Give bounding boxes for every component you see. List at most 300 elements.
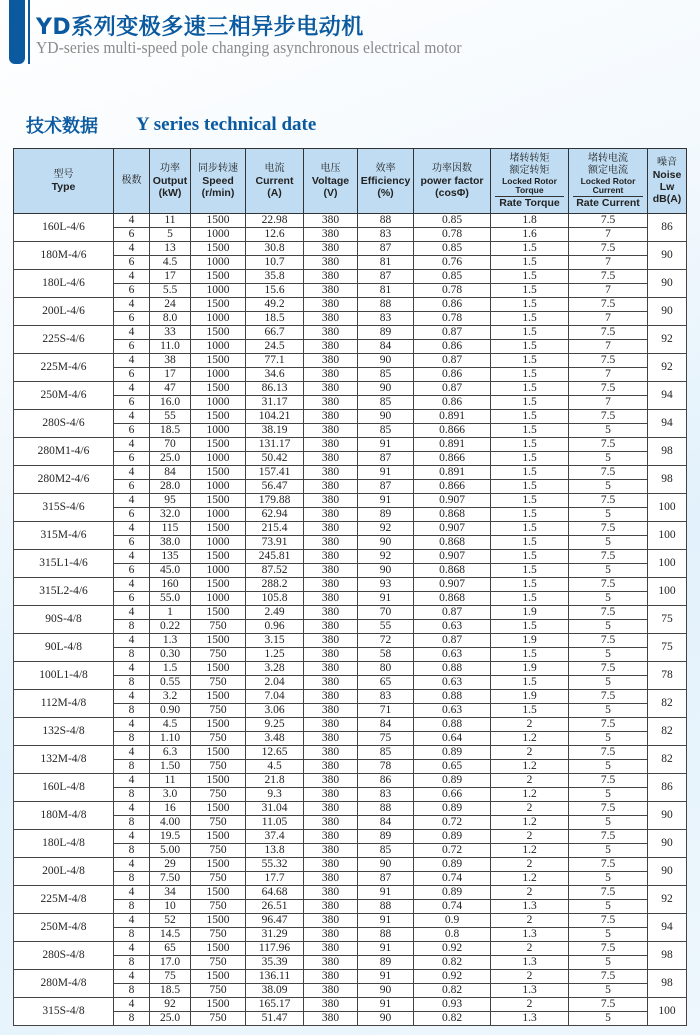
cell-current: 17.7 [246, 872, 304, 886]
cell-noise: 94 [648, 382, 687, 410]
cell-speed: 750 [191, 648, 246, 662]
cell-locked-current-ratio: 7 [569, 368, 648, 382]
cell-current: 9.25 [246, 718, 304, 732]
cell-output: 70 [150, 438, 191, 452]
cell-output: 1.5 [150, 662, 191, 676]
cell-output: 17 [150, 270, 191, 284]
cell-noise: 94 [648, 914, 687, 942]
cell-locked-current-ratio: 7.5 [569, 466, 648, 480]
cell-poles: 8 [114, 760, 150, 774]
cell-locked-torque-ratio: 1.5 [491, 494, 569, 508]
cell-voltage: 380 [304, 424, 358, 438]
col-header-type: 型号 Type [14, 149, 114, 214]
cell-locked-torque-ratio: 1.3 [491, 928, 569, 942]
cell-locked-torque-ratio: 1.3 [491, 956, 569, 970]
table-row [14, 410, 687, 424]
cell-voltage: 380 [304, 578, 358, 592]
cell-current: 24.5 [246, 340, 304, 354]
cell-locked-torque-ratio: 1.5 [491, 592, 569, 606]
cell-output: 7.50 [150, 872, 191, 886]
cell-efficiency: 90 [358, 536, 414, 550]
cell-type: 250M-4/8 [14, 914, 114, 942]
cell-poles: 6 [114, 284, 150, 298]
cell-voltage: 380 [304, 592, 358, 606]
technical-data-table [13, 148, 687, 1026]
cell-speed: 1500 [191, 690, 246, 704]
cell-current: 179.88 [246, 494, 304, 508]
cell-voltage: 380 [304, 830, 358, 844]
cell-locked-current-ratio: 7.5 [569, 774, 648, 788]
table-header-row [14, 149, 687, 214]
cell-output: 55 [150, 410, 191, 424]
cell-speed: 1000 [191, 508, 246, 522]
cell-current: 38.19 [246, 424, 304, 438]
cell-voltage: 380 [304, 760, 358, 774]
cell-poles: 8 [114, 844, 150, 858]
cell-current: 96.47 [246, 914, 304, 928]
cell-noise: 82 [648, 718, 687, 746]
cell-output: 5.5 [150, 284, 191, 298]
cell-locked-torque-ratio: 1.2 [491, 872, 569, 886]
cell-efficiency: 85 [358, 844, 414, 858]
cell-locked-current-ratio: 5 [569, 844, 648, 858]
cell-voltage: 380 [304, 788, 358, 802]
cell-current: 165.17 [246, 998, 304, 1012]
cell-power-factor: 0.9 [414, 914, 491, 928]
cell-output: 28.0 [150, 480, 191, 494]
table-row [14, 522, 687, 536]
cell-current: 104.21 [246, 410, 304, 424]
cell-type: 280M1-4/6 [14, 438, 114, 466]
cell-efficiency: 83 [358, 690, 414, 704]
cell-locked-current-ratio: 5 [569, 564, 648, 578]
cell-voltage: 380 [304, 270, 358, 284]
col-header-poles: 极数 [114, 149, 150, 214]
cell-efficiency: 91 [358, 970, 414, 984]
cell-power-factor: 0.82 [414, 1012, 491, 1026]
cell-poles: 4 [114, 970, 150, 984]
cell-efficiency: 58 [358, 648, 414, 662]
cell-efficiency: 87 [358, 480, 414, 494]
cell-locked-torque-ratio: 1.3 [491, 900, 569, 914]
cell-output: 52 [150, 914, 191, 928]
cell-locked-current-ratio: 5 [569, 760, 648, 774]
cell-power-factor: 0.93 [414, 998, 491, 1012]
cell-efficiency: 91 [358, 914, 414, 928]
cell-efficiency: 84 [358, 340, 414, 354]
cell-current: 31.29 [246, 928, 304, 942]
cell-speed: 1500 [191, 774, 246, 788]
col-header-power-factor: 功率因数 power factor (cosΦ) [414, 149, 491, 214]
cell-type: 132S-4/8 [14, 718, 114, 746]
cell-locked-torque-ratio: 1.5 [491, 620, 569, 634]
cell-locked-torque-ratio: 2 [491, 970, 569, 984]
cell-current: 136.11 [246, 970, 304, 984]
cell-locked-current-ratio: 7.5 [569, 270, 648, 284]
cell-voltage: 380 [304, 704, 358, 718]
cell-output: 1.50 [150, 760, 191, 774]
cell-noise: 90 [648, 802, 687, 830]
cell-current: 86.13 [246, 382, 304, 396]
cell-locked-torque-ratio: 2 [491, 802, 569, 816]
cell-output: 17.0 [150, 956, 191, 970]
cell-voltage: 380 [304, 620, 358, 634]
cell-speed: 750 [191, 928, 246, 942]
cell-current: 26.51 [246, 900, 304, 914]
cell-efficiency: 88 [358, 802, 414, 816]
cell-efficiency: 91 [358, 998, 414, 1012]
cell-speed: 750 [191, 984, 246, 998]
cell-poles: 6 [114, 536, 150, 550]
cell-current: 0.96 [246, 620, 304, 634]
cell-efficiency: 87 [358, 452, 414, 466]
cell-voltage: 380 [304, 718, 358, 732]
cell-poles: 4 [114, 914, 150, 928]
cell-poles: 8 [114, 900, 150, 914]
cell-locked-current-ratio: 7.5 [569, 998, 648, 1012]
cell-voltage: 380 [304, 410, 358, 424]
cell-noise: 90 [648, 298, 687, 326]
cell-current: 21.8 [246, 774, 304, 788]
table-row [14, 326, 687, 340]
cell-type: 315M-4/6 [14, 522, 114, 550]
table-row [14, 634, 687, 648]
cell-current: 38.09 [246, 984, 304, 998]
cell-efficiency: 88 [358, 928, 414, 942]
cell-speed: 1500 [191, 522, 246, 536]
cell-power-factor: 0.82 [414, 984, 491, 998]
cell-speed: 1500 [191, 578, 246, 592]
cell-locked-torque-ratio: 1.5 [491, 368, 569, 382]
cell-type: 180M-4/8 [14, 802, 114, 830]
cell-voltage: 380 [304, 354, 358, 368]
cell-current: 131.17 [246, 438, 304, 452]
cell-noise: 92 [648, 326, 687, 354]
cell-efficiency: 88 [358, 214, 414, 228]
cell-power-factor: 0.63 [414, 620, 491, 634]
cell-output: 1.3 [150, 634, 191, 648]
cell-speed: 750 [191, 620, 246, 634]
cell-power-factor: 0.88 [414, 690, 491, 704]
cell-speed: 1500 [191, 746, 246, 760]
cell-locked-current-ratio: 5 [569, 816, 648, 830]
cell-voltage: 380 [304, 872, 358, 886]
cell-poles: 6 [114, 340, 150, 354]
cell-power-factor: 0.868 [414, 564, 491, 578]
cell-output: 16.0 [150, 396, 191, 410]
cell-power-factor: 0.89 [414, 886, 491, 900]
cell-speed: 1000 [191, 256, 246, 270]
cell-poles: 4 [114, 214, 150, 228]
cell-efficiency: 91 [358, 942, 414, 956]
cell-type: 225M-4/8 [14, 886, 114, 914]
cell-poles: 6 [114, 452, 150, 466]
cell-locked-current-ratio: 7 [569, 312, 648, 326]
cell-type: 280S-4/6 [14, 410, 114, 438]
table-row [14, 676, 687, 690]
cell-power-factor: 0.87 [414, 326, 491, 340]
cell-current: 4.5 [246, 760, 304, 774]
cell-locked-torque-ratio: 1.6 [491, 228, 569, 242]
cell-speed: 1500 [191, 550, 246, 564]
cell-power-factor: 0.86 [414, 340, 491, 354]
cell-voltage: 380 [304, 886, 358, 900]
cell-locked-torque-ratio: 1.5 [491, 508, 569, 522]
cell-locked-current-ratio: 5 [569, 984, 648, 998]
cell-efficiency: 90 [358, 1012, 414, 1026]
cell-speed: 1500 [191, 466, 246, 480]
cell-efficiency: 70 [358, 606, 414, 620]
cell-type: 280S-4/8 [14, 942, 114, 970]
cell-type: 315L2-4/6 [14, 578, 114, 606]
cell-locked-current-ratio: 5 [569, 872, 648, 886]
cell-efficiency: 90 [358, 564, 414, 578]
cell-type: 112M-4/8 [14, 690, 114, 718]
table-row [14, 928, 687, 942]
cell-current: 13.8 [246, 844, 304, 858]
cell-locked-torque-ratio: 1.2 [491, 816, 569, 830]
page-title-cn: YD系列变极多速三相异步电动机 [36, 15, 364, 40]
cell-voltage: 380 [304, 956, 358, 970]
cell-locked-current-ratio: 7.5 [569, 298, 648, 312]
cell-power-factor: 0.907 [414, 550, 491, 564]
cell-type: 200L-4/8 [14, 858, 114, 886]
cell-noise: 90 [648, 242, 687, 270]
cell-output: 92 [150, 998, 191, 1012]
cell-noise: 90 [648, 270, 687, 298]
cell-voltage: 380 [304, 438, 358, 452]
cell-noise: 90 [648, 858, 687, 886]
table-row [14, 424, 687, 438]
cell-current: 30.8 [246, 242, 304, 256]
cell-locked-torque-ratio: 1.5 [491, 340, 569, 354]
cell-locked-torque-ratio: 1.5 [491, 298, 569, 312]
cell-locked-torque-ratio: 2 [491, 998, 569, 1012]
cell-voltage: 380 [304, 228, 358, 242]
cell-speed: 1500 [191, 914, 246, 928]
cell-locked-torque-ratio: 1.2 [491, 760, 569, 774]
cell-speed: 750 [191, 1012, 246, 1026]
cell-power-factor: 0.866 [414, 480, 491, 494]
cell-locked-torque-ratio: 2 [491, 746, 569, 760]
cell-poles: 8 [114, 732, 150, 746]
cell-voltage: 380 [304, 452, 358, 466]
cell-locked-torque-ratio: 2 [491, 914, 569, 928]
cell-current: 62.94 [246, 508, 304, 522]
cell-voltage: 380 [304, 214, 358, 228]
cell-poles: 8 [114, 984, 150, 998]
cell-speed: 1500 [191, 438, 246, 452]
cell-locked-current-ratio: 7.5 [569, 382, 648, 396]
cell-speed: 750 [191, 844, 246, 858]
cell-power-factor: 0.74 [414, 900, 491, 914]
cell-locked-torque-ratio: 1.3 [491, 984, 569, 998]
cell-efficiency: 81 [358, 256, 414, 270]
table-row [14, 774, 687, 788]
cell-locked-current-ratio: 5 [569, 452, 648, 466]
cell-poles: 4 [114, 242, 150, 256]
cell-current: 31.04 [246, 802, 304, 816]
cell-voltage: 380 [304, 914, 358, 928]
cell-poles: 6 [114, 368, 150, 382]
cell-locked-current-ratio: 5 [569, 1012, 648, 1026]
cell-locked-current-ratio: 5 [569, 900, 648, 914]
cell-voltage: 380 [304, 368, 358, 382]
table-row [14, 942, 687, 956]
cell-voltage: 380 [304, 564, 358, 578]
cell-noise: 98 [648, 438, 687, 466]
cell-locked-current-ratio: 7.5 [569, 242, 648, 256]
cell-current: 3.28 [246, 662, 304, 676]
cell-locked-torque-ratio: 1.5 [491, 676, 569, 690]
cell-speed: 1000 [191, 536, 246, 550]
cell-current: 12.6 [246, 228, 304, 242]
cell-locked-torque-ratio: 1.2 [491, 788, 569, 802]
cell-power-factor: 0.891 [414, 410, 491, 424]
cell-output: 0.55 [150, 676, 191, 690]
cell-poles: 8 [114, 928, 150, 942]
cell-current: 11.05 [246, 816, 304, 830]
cell-locked-current-ratio: 5 [569, 536, 648, 550]
cell-locked-torque-ratio: 1.5 [491, 466, 569, 480]
cell-locked-torque-ratio: 1.8 [491, 214, 569, 228]
cell-current: 9.3 [246, 788, 304, 802]
cell-output: 1.10 [150, 732, 191, 746]
cell-voltage: 380 [304, 466, 358, 480]
cell-locked-current-ratio: 5 [569, 788, 648, 802]
cell-power-factor: 0.89 [414, 858, 491, 872]
cell-power-factor: 0.85 [414, 270, 491, 284]
cell-locked-torque-ratio: 1.5 [491, 312, 569, 326]
cell-poles: 4 [114, 662, 150, 676]
cell-power-factor: 0.72 [414, 844, 491, 858]
cell-power-factor: 0.76 [414, 256, 491, 270]
cell-speed: 750 [191, 816, 246, 830]
col-header-voltage: 电压 Voltage (V) [304, 149, 358, 214]
cell-speed: 750 [191, 676, 246, 690]
cell-current: 50.42 [246, 452, 304, 466]
cell-current: 157.41 [246, 466, 304, 480]
cell-poles: 6 [114, 564, 150, 578]
cell-efficiency: 86 [358, 774, 414, 788]
cell-output: 45.0 [150, 564, 191, 578]
cell-current: 77.1 [246, 354, 304, 368]
cell-speed: 1000 [191, 228, 246, 242]
cell-output: 55.0 [150, 592, 191, 606]
col-header-speed: 同步转速 Speed (r/min) [191, 149, 246, 214]
table-row [14, 788, 687, 802]
cell-locked-current-ratio: 5 [569, 704, 648, 718]
cell-output: 160 [150, 578, 191, 592]
cell-poles: 4 [114, 998, 150, 1012]
cell-type: 280M-4/8 [14, 970, 114, 998]
cell-efficiency: 88 [358, 900, 414, 914]
cell-noise: 100 [648, 494, 687, 522]
cell-current: 3.06 [246, 704, 304, 718]
cell-current: 15.6 [246, 284, 304, 298]
cell-locked-torque-ratio: 1.5 [491, 382, 569, 396]
cell-power-factor: 0.88 [414, 718, 491, 732]
cell-poles: 4 [114, 606, 150, 620]
cell-power-factor: 0.866 [414, 452, 491, 466]
cell-voltage: 380 [304, 1012, 358, 1026]
table-row [14, 802, 687, 816]
cell-noise: 100 [648, 578, 687, 606]
cell-voltage: 380 [304, 676, 358, 690]
table-row [14, 648, 687, 662]
cell-locked-current-ratio: 7.5 [569, 550, 648, 564]
cell-efficiency: 87 [358, 242, 414, 256]
cell-speed: 1500 [191, 242, 246, 256]
cell-speed: 1500 [191, 606, 246, 620]
cell-poles: 4 [114, 774, 150, 788]
cell-locked-current-ratio: 7.5 [569, 662, 648, 676]
cell-power-factor: 0.66 [414, 788, 491, 802]
table-row [14, 564, 687, 578]
cell-output: 3.0 [150, 788, 191, 802]
cell-current: 3.48 [246, 732, 304, 746]
cell-efficiency: 90 [358, 354, 414, 368]
cell-speed: 1500 [191, 494, 246, 508]
cell-output: 32.0 [150, 508, 191, 522]
cell-power-factor: 0.907 [414, 522, 491, 536]
cell-efficiency: 83 [358, 228, 414, 242]
cell-efficiency: 81 [358, 284, 414, 298]
cell-locked-torque-ratio: 1.5 [491, 578, 569, 592]
cell-type: 132M-4/8 [14, 746, 114, 774]
cell-poles: 4 [114, 438, 150, 452]
cell-locked-current-ratio: 7 [569, 340, 648, 354]
cell-type: 280M2-4/6 [14, 466, 114, 494]
cell-current: 245.81 [246, 550, 304, 564]
table-row [14, 830, 687, 844]
cell-locked-torque-ratio: 2 [491, 830, 569, 844]
table-row [14, 858, 687, 872]
cell-locked-current-ratio: 7.5 [569, 606, 648, 620]
cell-speed: 1000 [191, 340, 246, 354]
cell-output: 34 [150, 886, 191, 900]
cell-output: 18.5 [150, 424, 191, 438]
cell-power-factor: 0.78 [414, 312, 491, 326]
cell-output: 5.00 [150, 844, 191, 858]
cell-poles: 4 [114, 942, 150, 956]
cell-voltage: 380 [304, 508, 358, 522]
cell-current: 215.4 [246, 522, 304, 536]
table-row [14, 718, 687, 732]
table-row [14, 970, 687, 984]
cell-power-factor: 0.63 [414, 648, 491, 662]
cell-locked-current-ratio: 7.5 [569, 494, 648, 508]
cell-type: 315S-4/6 [14, 494, 114, 522]
cell-locked-torque-ratio: 1.5 [491, 452, 569, 466]
cell-locked-current-ratio: 7.5 [569, 410, 648, 424]
table-row [14, 578, 687, 592]
cell-speed: 1000 [191, 564, 246, 578]
cell-locked-torque-ratio: 1.5 [491, 648, 569, 662]
cell-locked-torque-ratio: 2 [491, 718, 569, 732]
cell-locked-current-ratio: 7 [569, 284, 648, 298]
cell-speed: 750 [191, 956, 246, 970]
cell-poles: 8 [114, 788, 150, 802]
cell-noise: 100 [648, 522, 687, 550]
cell-speed: 1500 [191, 298, 246, 312]
cell-efficiency: 84 [358, 718, 414, 732]
cell-type: 180M-4/6 [14, 242, 114, 270]
cell-voltage: 380 [304, 382, 358, 396]
cell-locked-torque-ratio: 1.5 [491, 704, 569, 718]
cell-power-factor: 0.86 [414, 368, 491, 382]
cell-efficiency: 83 [358, 788, 414, 802]
